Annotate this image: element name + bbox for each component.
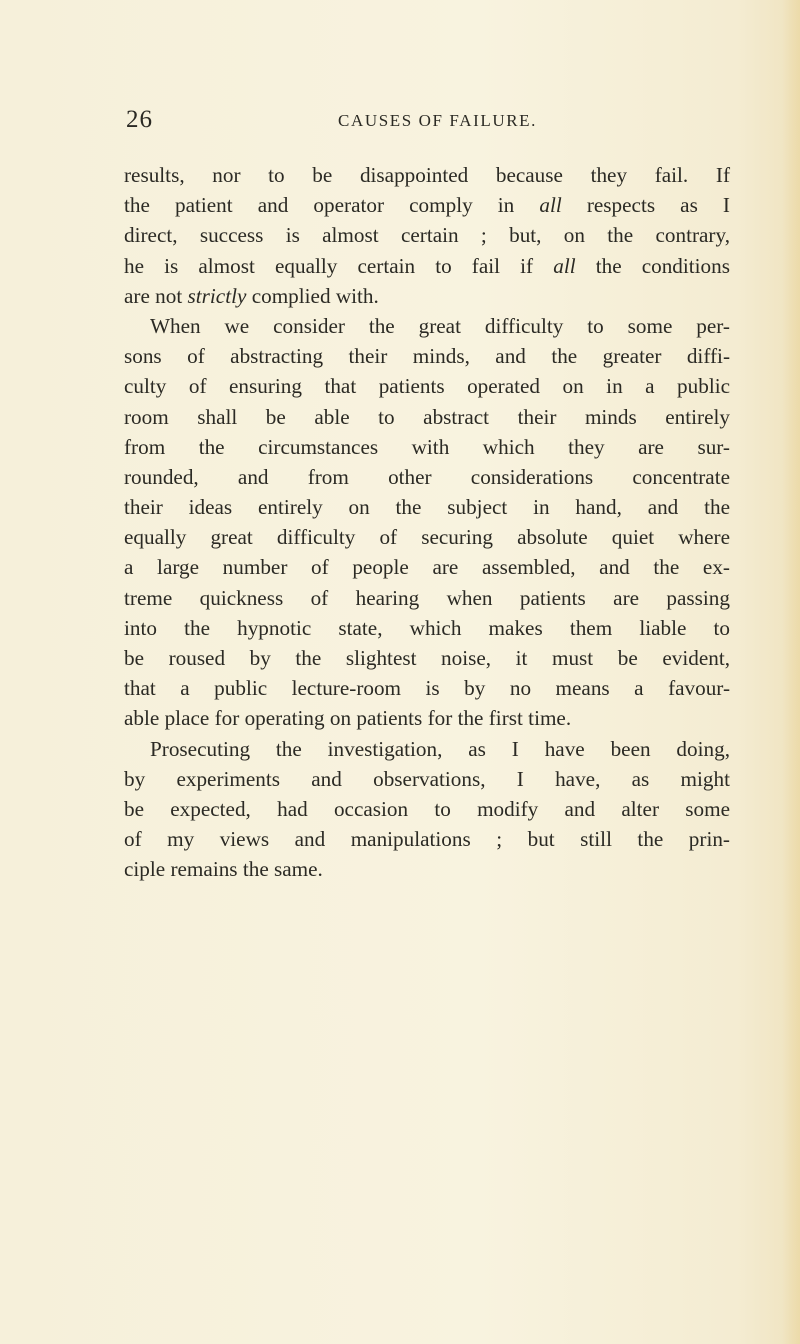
- page-number: 26: [126, 106, 153, 133]
- text-line: by experiments and observations, I have, as might: [124, 766, 730, 791]
- text-line: When we consider the great difficulty to some per-: [150, 313, 730, 338]
- text-line: of my views and manipulations ; but still the prin-: [124, 827, 730, 852]
- page-edge-shading: [782, 0, 800, 1344]
- text-line: culty of ensuring that patients operated on in a public: [124, 374, 730, 399]
- text-line: the patient and operator comply in all respects as I: [124, 193, 730, 218]
- text-line: treme quickness of hearing when patients are passing: [124, 585, 730, 610]
- text-line: rounded, and from other considerations concentrate: [124, 464, 730, 489]
- text-line: that a public lecture-room is by no means a favour-: [124, 676, 730, 701]
- text-line: able place for operating on patients for the first time.: [124, 706, 572, 731]
- text-line: sons of abstracting their minds, and the greater diffi-: [124, 344, 730, 369]
- text-line: direct, success is almost certain ; but, on the contrary,: [124, 223, 730, 248]
- text-line: Prosecuting the investigation, as I have been doing,: [150, 736, 730, 761]
- text-line: their ideas entirely on the subject in hand, and the: [124, 495, 730, 520]
- text-line: from the circumstances with which they are sur-: [124, 434, 730, 459]
- text-line: ciple remains the same.: [124, 857, 323, 882]
- text-line: are not strictly complied with.: [124, 283, 379, 308]
- text-line: a large number of people are assembled, and the ex-: [124, 555, 730, 580]
- page-header: [126, 106, 726, 136]
- text-line: he is almost equally certain to fail if all the conditions: [124, 253, 730, 278]
- body-text: [124, 160, 730, 885]
- text-line: be expected, had occasion to modify and alter some: [124, 796, 730, 821]
- running-head: CAUSES OF FAILURE.: [338, 111, 537, 130]
- text-line: results, nor to be disappointed because they fail. If: [124, 163, 730, 187]
- text-line: equally great difficulty of securing absolute quiet where: [124, 525, 730, 550]
- emphasis: all: [539, 193, 562, 218]
- text-line: be roused by the slightest noise, it must be evident,: [124, 646, 730, 670]
- emphasis: all: [553, 253, 576, 278]
- text-line: into the hypnotic state, which makes them liable to: [124, 615, 730, 640]
- emphasis: strictly: [187, 283, 247, 308]
- text-line: room shall be able to abstract their minds entirely: [124, 404, 730, 429]
